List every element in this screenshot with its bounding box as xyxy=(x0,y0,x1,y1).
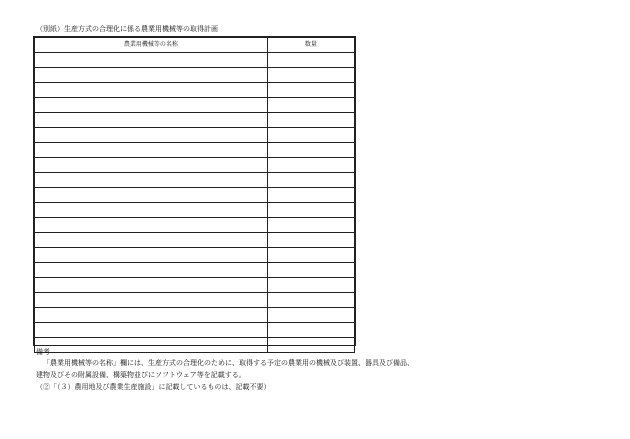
equipment-name-cell[interactable] xyxy=(35,263,268,278)
table-row xyxy=(35,128,355,143)
equipment-name-cell[interactable] xyxy=(35,233,268,248)
equipment-name-cell[interactable] xyxy=(35,203,268,218)
equipment-name-cell[interactable] xyxy=(35,53,268,68)
notes-section xyxy=(36,348,556,393)
document-title: （別紙）生産方式の合理化に係る農業用機械等の取得計画 xyxy=(36,25,218,33)
quantity-cell[interactable] xyxy=(267,98,354,113)
table-row xyxy=(35,143,355,158)
table-row xyxy=(35,218,355,233)
table-header-row xyxy=(35,38,355,53)
quantity-cell[interactable] xyxy=(267,53,354,68)
quantity-cell[interactable] xyxy=(267,143,354,158)
table-row xyxy=(35,278,355,293)
quantity-cell[interactable] xyxy=(267,158,354,173)
quantity-cell[interactable] xyxy=(267,68,354,83)
equipment-name-cell[interactable] xyxy=(35,293,268,308)
equipment-table xyxy=(34,37,355,353)
equipment-name-cell[interactable] xyxy=(35,143,268,158)
equipment-name-cell[interactable] xyxy=(35,83,268,98)
notes-line-1: 「農業用機械等の名称」欄には、生産方式の合理化のために、取得する予定の農業用の機械及び装置、器具及び備品、 xyxy=(43,359,414,367)
table-row xyxy=(35,248,355,263)
notes-line-3: （②「（３）農用地及び農業生産施設」に記載しているものは、記載不要） xyxy=(36,383,271,391)
quantity-cell[interactable] xyxy=(267,188,354,203)
table-row xyxy=(35,323,355,338)
quantity-cell[interactable] xyxy=(267,113,354,128)
table-row xyxy=(35,158,355,173)
table-body xyxy=(35,53,355,353)
quantity-cell[interactable] xyxy=(267,218,354,233)
notes-line-2: 建物及びその附属設備、構築物並びにソフトウェア等を記載する。 xyxy=(36,371,246,379)
table-row xyxy=(35,53,355,68)
equipment-name-cell[interactable] xyxy=(35,173,268,188)
quantity-cell[interactable] xyxy=(267,248,354,263)
table-row xyxy=(35,68,355,83)
header-equipment-name: 農業用機械等の名称 xyxy=(35,38,268,53)
table-row xyxy=(35,263,355,278)
equipment-name-cell[interactable] xyxy=(35,308,268,323)
equipment-name-cell[interactable] xyxy=(35,158,268,173)
quantity-cell[interactable] xyxy=(267,203,354,218)
quantity-cell[interactable] xyxy=(267,173,354,188)
table-row xyxy=(35,203,355,218)
equipment-name-cell[interactable] xyxy=(35,188,268,203)
table-row xyxy=(35,83,355,98)
equipment-name-cell[interactable] xyxy=(35,98,268,113)
equipment-name-cell[interactable] xyxy=(35,68,268,83)
quantity-cell[interactable] xyxy=(267,308,354,323)
equipment-name-cell[interactable] xyxy=(35,323,268,338)
quantity-cell[interactable] xyxy=(267,278,354,293)
quantity-cell[interactable] xyxy=(267,128,354,143)
table-row xyxy=(35,293,355,308)
equipment-name-cell[interactable] xyxy=(35,128,268,143)
equipment-name-cell[interactable] xyxy=(35,248,268,263)
header-quantity: 数量 xyxy=(267,38,354,53)
equipment-name-cell[interactable] xyxy=(35,278,268,293)
table-row xyxy=(35,308,355,323)
quantity-cell[interactable] xyxy=(267,323,354,338)
table-row xyxy=(35,98,355,113)
quantity-cell[interactable] xyxy=(267,233,354,248)
table-row xyxy=(35,233,355,248)
equipment-table-container xyxy=(33,36,356,346)
quantity-cell[interactable] xyxy=(267,263,354,278)
equipment-name-cell[interactable] xyxy=(35,218,268,233)
table-row xyxy=(35,188,355,203)
quantity-cell[interactable] xyxy=(267,83,354,98)
table-row xyxy=(35,113,355,128)
table-row xyxy=(35,173,355,188)
quantity-cell[interactable] xyxy=(267,293,354,308)
notes-heading: 備考 xyxy=(36,348,50,356)
equipment-name-cell[interactable] xyxy=(35,113,268,128)
